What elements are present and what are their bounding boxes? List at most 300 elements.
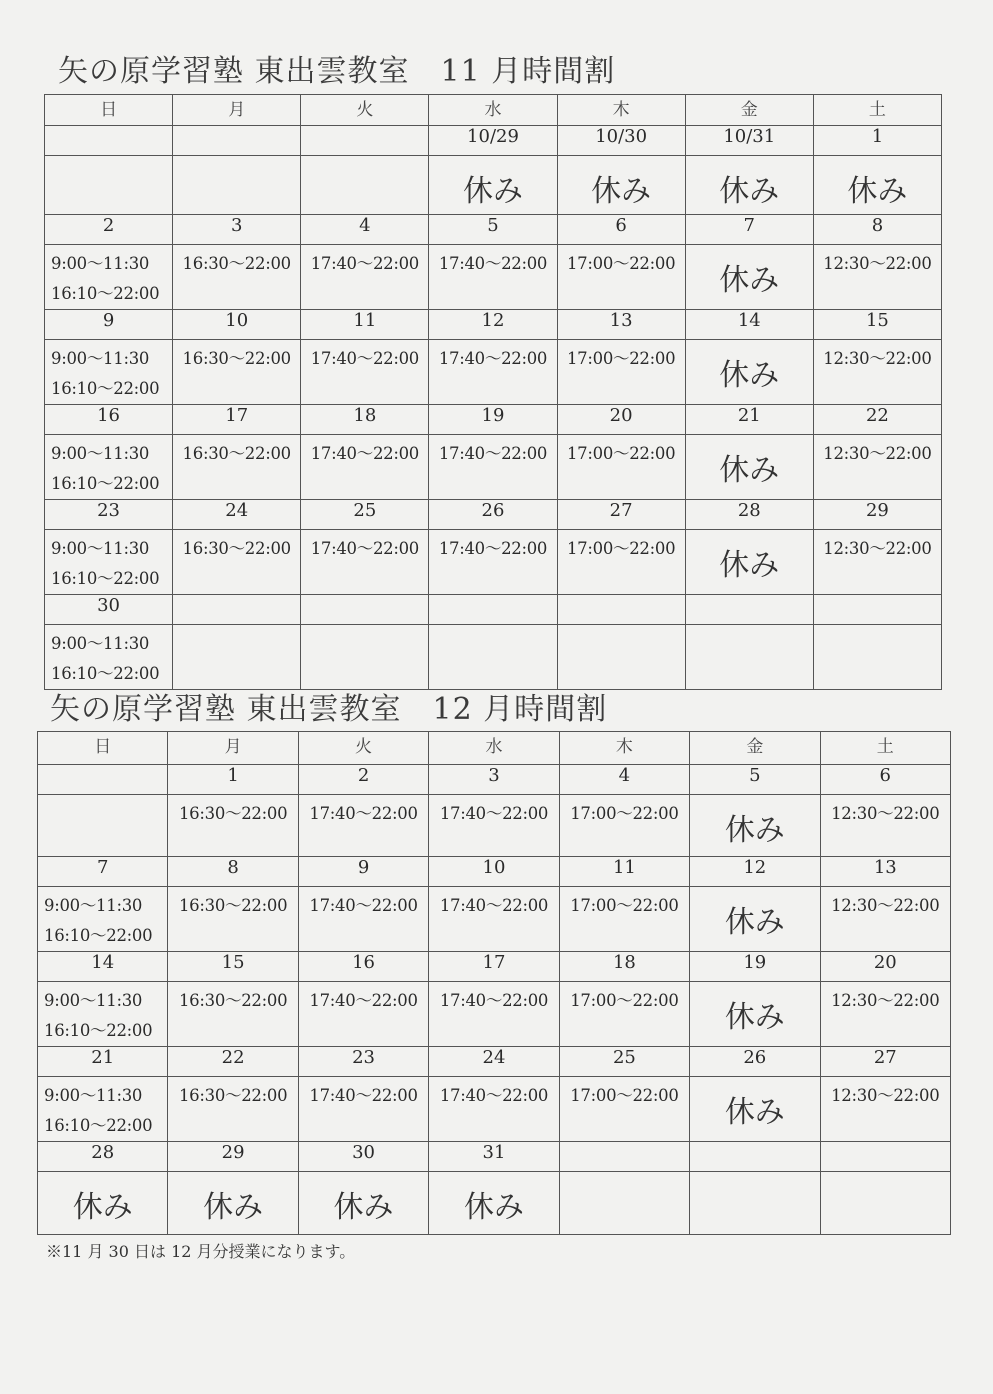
schedule-cell — [45, 530, 173, 595]
time-slots — [821, 887, 950, 921]
schedule-cell — [173, 530, 301, 595]
time-slot: 17:00～22:00 — [570, 991, 679, 1010]
date-number: 22 — [813, 405, 941, 435]
time-slots — [429, 887, 558, 921]
date-number: 10 — [173, 310, 301, 340]
time-slot: 12:30～22:00 — [831, 804, 940, 823]
weekday-header: 木 — [559, 732, 689, 765]
schedule-cell — [820, 1077, 950, 1142]
schedule-row — [45, 156, 942, 215]
time-slot: 9:00～11:30 — [51, 634, 150, 653]
date-number: 11 — [301, 310, 429, 340]
time-slot: 16:10～22:00 — [44, 1021, 153, 1040]
weekday-header: 水 — [429, 732, 559, 765]
closed-label: 休み — [724, 1000, 785, 1035]
schedule-cell — [38, 795, 168, 857]
time-slots — [301, 530, 428, 564]
date-row — [45, 405, 942, 435]
time-slots — [821, 795, 950, 829]
time-slot: 17:00～22:00 — [570, 896, 679, 915]
schedule-cell — [45, 340, 173, 405]
schedule-cell — [557, 530, 685, 595]
date-number: 2 — [45, 215, 173, 245]
date-number — [559, 1142, 689, 1172]
schedule-cell — [429, 795, 559, 857]
time-slot: 9:00～11:30 — [51, 254, 150, 273]
time-slot: 17:00～22:00 — [566, 254, 676, 273]
date-number: 18 — [301, 405, 429, 435]
december-timetable — [37, 731, 951, 1235]
time-slot: 17:40～22:00 — [438, 349, 548, 368]
date-number: 27 — [557, 500, 685, 530]
time-slot: 16:10～22:00 — [44, 926, 153, 945]
schedule-row — [45, 435, 942, 500]
time-slot: 12:30～22:00 — [823, 254, 932, 273]
schedule-row — [38, 795, 951, 857]
time-slot: 16:30～22:00 — [182, 349, 291, 368]
date-number — [685, 595, 813, 625]
date-number: 16 — [45, 405, 173, 435]
date-number: 14 — [685, 310, 813, 340]
date-number: 18 — [559, 952, 689, 982]
date-number: 29 — [168, 1142, 298, 1172]
schedule-cell — [685, 245, 813, 310]
schedule-cell — [173, 625, 301, 690]
date-number: 26 — [690, 1047, 820, 1077]
schedule-cell — [45, 156, 173, 215]
time-slot: 16:30～22:00 — [182, 254, 291, 273]
date-number: 3 — [173, 215, 301, 245]
time-slot: 16:10～22:00 — [51, 474, 160, 493]
date-number: 1 — [168, 765, 298, 795]
schedule-cell — [429, 1077, 559, 1142]
weekday-header: 金 — [690, 732, 820, 765]
december-title: 矢の原学習塾 東出雲教室 12 月時間割 — [50, 692, 608, 727]
closed-label: 休み — [847, 174, 908, 209]
time-slot: 16:30～22:00 — [178, 1086, 288, 1105]
schedule-cell — [298, 795, 428, 857]
time-slots — [173, 435, 300, 469]
schedule-cell — [559, 795, 689, 857]
schedule-cell — [813, 625, 941, 690]
schedule-cell — [820, 795, 950, 857]
time-slot: 16:10～22:00 — [44, 1116, 153, 1135]
date-number: 23 — [45, 500, 173, 530]
time-slot: 17:00～22:00 — [570, 1086, 679, 1105]
time-slot: 9:00～11:30 — [44, 1086, 143, 1105]
time-slot: 17:40～22:00 — [439, 896, 549, 915]
date-number — [173, 126, 301, 156]
time-slots — [299, 887, 428, 921]
date-number — [38, 765, 168, 795]
closed-label: 休み — [591, 174, 652, 209]
time-slots — [45, 530, 172, 594]
closed-label: 休み — [333, 1190, 394, 1225]
date-number: 17 — [173, 405, 301, 435]
schedule-cell — [45, 435, 173, 500]
time-slots — [429, 340, 556, 374]
time-slot: 16:10～22:00 — [51, 664, 160, 683]
schedule-cell — [690, 982, 820, 1047]
time-slots — [168, 887, 297, 921]
schedule-row — [45, 245, 942, 310]
time-slot: 16:30～22:00 — [178, 991, 288, 1010]
schedule-cell — [38, 887, 168, 952]
schedule-cell — [429, 625, 557, 690]
date-number: 3 — [429, 765, 559, 795]
date-number: 28 — [38, 1142, 168, 1172]
date-row — [45, 595, 942, 625]
date-number: 15 — [813, 310, 941, 340]
schedule-cell — [298, 982, 428, 1047]
footnote: ※11 月 30 日は 12 月分授業になります。 — [46, 1242, 356, 1261]
date-number: 17 — [429, 952, 559, 982]
time-slots — [560, 887, 689, 921]
schedule-cell — [685, 625, 813, 690]
date-number: 21 — [38, 1047, 168, 1077]
date-number: 12 — [690, 857, 820, 887]
date-number: 9 — [298, 857, 428, 887]
schedule-cell — [298, 1077, 428, 1142]
time-slots — [814, 530, 941, 564]
schedule-row — [45, 340, 942, 405]
time-slot: 17:40～22:00 — [310, 539, 419, 558]
date-row — [45, 310, 942, 340]
schedule-cell — [690, 795, 820, 857]
time-slots — [38, 887, 167, 951]
time-slot: 17:40～22:00 — [309, 896, 418, 915]
date-number: 14 — [38, 952, 168, 982]
time-slots — [558, 245, 685, 279]
schedule-cell — [38, 1172, 168, 1235]
time-slot: 16:10～22:00 — [51, 569, 160, 588]
schedule-cell — [168, 1172, 298, 1235]
weekday-header: 火 — [298, 732, 428, 765]
date-number: 10/31 — [685, 126, 813, 156]
time-slot: 17:40～22:00 — [438, 254, 548, 273]
closed-label: 休み — [72, 1190, 133, 1225]
schedule-row — [45, 625, 942, 690]
time-slots — [429, 1077, 558, 1111]
time-slot: 17:40～22:00 — [310, 444, 419, 463]
date-number: 25 — [559, 1047, 689, 1077]
date-number: 5 — [429, 215, 557, 245]
date-number: 10/30 — [557, 126, 685, 156]
schedule-cell — [559, 1172, 689, 1235]
weekday-header: 月 — [168, 732, 298, 765]
date-row — [38, 857, 951, 887]
time-slots — [429, 795, 558, 829]
weekday-header-row — [38, 732, 951, 765]
date-row — [38, 765, 951, 795]
date-number: 29 — [813, 500, 941, 530]
schedule-row — [38, 887, 951, 952]
date-number: 30 — [298, 1142, 428, 1172]
time-slots — [299, 795, 428, 829]
schedule-cell — [813, 530, 941, 595]
schedule-cell — [429, 887, 559, 952]
time-slots — [168, 1077, 297, 1111]
time-slots — [429, 982, 558, 1016]
schedule-cell — [820, 1172, 950, 1235]
schedule-cell — [820, 982, 950, 1047]
schedule-cell — [559, 1077, 689, 1142]
time-slot: 17:00～22:00 — [570, 804, 679, 823]
date-number: 31 — [429, 1142, 559, 1172]
date-number: 11 — [559, 857, 689, 887]
schedule-cell — [557, 245, 685, 310]
schedule-cell — [173, 156, 301, 215]
date-number: 6 — [820, 765, 950, 795]
date-number: 12 — [429, 310, 557, 340]
date-row — [45, 215, 942, 245]
schedule-cell — [685, 156, 813, 215]
time-slots — [299, 982, 428, 1016]
schedule-cell — [429, 982, 559, 1047]
schedule-cell — [301, 156, 429, 215]
time-slot: 17:40～22:00 — [438, 539, 548, 558]
date-number: 20 — [820, 952, 950, 982]
schedule-cell — [168, 1077, 298, 1142]
time-slots — [45, 245, 172, 309]
date-number: 23 — [298, 1047, 428, 1077]
date-number — [557, 595, 685, 625]
schedule-cell — [298, 1172, 428, 1235]
closed-label: 休み — [724, 1095, 785, 1130]
closed-label: 休み — [462, 174, 523, 209]
november-title: 矢の原学習塾 東出雲教室 11 月時間割 — [58, 54, 616, 89]
weekday-header: 土 — [820, 732, 950, 765]
date-number: 4 — [559, 765, 689, 795]
schedule-cell — [429, 340, 557, 405]
time-slot: 17:40～22:00 — [438, 444, 548, 463]
schedule-cell — [690, 887, 820, 952]
date-number — [301, 126, 429, 156]
weekday-header: 水 — [429, 95, 557, 126]
date-number: 25 — [301, 500, 429, 530]
time-slot: 12:30～22:00 — [823, 444, 932, 463]
date-number: 13 — [820, 857, 950, 887]
date-number: 30 — [45, 595, 173, 625]
time-slot: 16:30～22:00 — [182, 444, 291, 463]
weekday-header: 木 — [557, 95, 685, 126]
schedule-cell — [685, 340, 813, 405]
date-number: 8 — [168, 857, 298, 887]
time-slots — [299, 1077, 428, 1111]
time-slot: 12:30～22:00 — [823, 539, 932, 558]
closed-label: 休み — [724, 905, 785, 940]
closed-label: 休み — [463, 1190, 524, 1225]
time-slots — [560, 982, 689, 1016]
date-row — [45, 500, 942, 530]
time-slot: 17:40～22:00 — [309, 991, 418, 1010]
date-number: 15 — [168, 952, 298, 982]
time-slots — [168, 795, 297, 829]
closed-label: 休み — [719, 548, 780, 583]
schedule-cell — [38, 982, 168, 1047]
time-slot: 17:00～22:00 — [566, 539, 676, 558]
weekday-header: 日 — [45, 95, 173, 126]
schedule-cell — [557, 156, 685, 215]
schedule-cell — [301, 625, 429, 690]
time-slots — [38, 1077, 167, 1141]
schedule-cell — [168, 795, 298, 857]
date-number — [690, 1142, 820, 1172]
date-row — [38, 1047, 951, 1077]
time-slots — [558, 435, 685, 469]
time-slots — [301, 245, 428, 279]
time-slots — [38, 982, 167, 1046]
time-slots — [45, 435, 172, 499]
date-number — [301, 595, 429, 625]
schedule-cell — [559, 982, 689, 1047]
schedule-cell — [301, 435, 429, 500]
time-slots — [814, 245, 941, 279]
date-number: 1 — [813, 126, 941, 156]
time-slots — [814, 435, 941, 469]
date-row — [38, 952, 951, 982]
date-row — [38, 1142, 951, 1172]
time-slot: 16:10～22:00 — [51, 284, 160, 303]
schedule-cell — [685, 530, 813, 595]
closed-label: 休み — [719, 263, 780, 298]
date-number: 26 — [429, 500, 557, 530]
schedule-row — [45, 530, 942, 595]
weekday-header: 月 — [173, 95, 301, 126]
date-number: 19 — [429, 405, 557, 435]
schedule-cell — [429, 435, 557, 500]
closed-label: 休み — [719, 358, 780, 393]
schedule-cell — [301, 245, 429, 310]
time-slot: 17:40～22:00 — [310, 254, 419, 273]
schedule-cell — [38, 1077, 168, 1142]
closed-label: 休み — [203, 1190, 264, 1225]
november-timetable — [44, 94, 942, 690]
schedule-cell — [685, 435, 813, 500]
date-number: 20 — [557, 405, 685, 435]
date-number — [45, 126, 173, 156]
schedule-cell — [173, 245, 301, 310]
schedule-cell — [173, 435, 301, 500]
time-slot: 17:00～22:00 — [566, 349, 676, 368]
date-number: 10/29 — [429, 126, 557, 156]
date-number — [813, 595, 941, 625]
weekday-header: 日 — [38, 732, 168, 765]
time-slot: 17:40～22:00 — [439, 804, 549, 823]
time-slots — [173, 340, 300, 374]
date-number: 8 — [813, 215, 941, 245]
schedule-row — [38, 1077, 951, 1142]
time-slot: 16:30～22:00 — [182, 539, 291, 558]
date-number: 27 — [820, 1047, 950, 1077]
date-number: 7 — [38, 857, 168, 887]
schedule-cell — [298, 887, 428, 952]
time-slots — [173, 245, 300, 279]
time-slots — [821, 982, 950, 1016]
time-slot: 12:30～22:00 — [831, 1086, 940, 1105]
time-slot: 17:40～22:00 — [439, 1086, 549, 1105]
weekday-header: 土 — [813, 95, 941, 126]
time-slot: 9:00～11:30 — [51, 539, 150, 558]
time-slot: 17:40～22:00 — [439, 991, 549, 1010]
schedule-cell — [168, 982, 298, 1047]
date-number: 19 — [690, 952, 820, 982]
schedule-row — [38, 982, 951, 1047]
time-slots — [821, 1077, 950, 1111]
date-number: 5 — [690, 765, 820, 795]
time-slot: 16:30～22:00 — [178, 804, 288, 823]
date-number: 10 — [429, 857, 559, 887]
date-number: 28 — [685, 500, 813, 530]
schedule-cell — [690, 1172, 820, 1235]
time-slot: 12:30～22:00 — [831, 896, 940, 915]
time-slot: 9:00～11:30 — [44, 991, 143, 1010]
time-slot: 9:00～11:30 — [51, 349, 150, 368]
date-number — [173, 595, 301, 625]
schedule-cell — [429, 1172, 559, 1235]
time-slots — [173, 530, 300, 564]
time-slot: 12:30～22:00 — [823, 349, 932, 368]
weekday-header: 金 — [685, 95, 813, 126]
schedule-cell — [173, 340, 301, 405]
schedule-cell — [813, 435, 941, 500]
date-number: 22 — [168, 1047, 298, 1077]
date-row — [45, 126, 942, 156]
time-slots — [429, 530, 556, 564]
time-slot: 9:00～11:30 — [44, 896, 143, 915]
time-slots — [168, 982, 297, 1016]
schedule-cell — [429, 156, 557, 215]
time-slot: 17:40～22:00 — [310, 349, 419, 368]
date-number: 2 — [298, 765, 428, 795]
weekday-header-row — [45, 95, 942, 126]
time-slot: 16:10～22:00 — [51, 379, 160, 398]
date-number: 6 — [557, 215, 685, 245]
schedule-row — [38, 1172, 951, 1235]
time-slot: 17:40～22:00 — [309, 804, 418, 823]
time-slots — [560, 1077, 689, 1111]
time-slots — [301, 435, 428, 469]
date-number: 24 — [173, 500, 301, 530]
time-slots — [45, 625, 172, 689]
schedule-cell — [429, 530, 557, 595]
date-number — [820, 1142, 950, 1172]
date-number: 13 — [557, 310, 685, 340]
time-slots — [429, 435, 556, 469]
closed-label: 休み — [724, 813, 785, 848]
time-slot: 17:00～22:00 — [566, 444, 676, 463]
schedule-cell — [557, 435, 685, 500]
time-slot: 12:30～22:00 — [831, 991, 940, 1010]
schedule-cell — [301, 530, 429, 595]
time-slot: 16:30～22:00 — [178, 896, 288, 915]
time-slot: 17:40～22:00 — [309, 1086, 418, 1105]
date-number: 21 — [685, 405, 813, 435]
time-slots — [814, 340, 941, 374]
weekday-header: 火 — [301, 95, 429, 126]
schedule-cell — [429, 245, 557, 310]
schedule-cell — [820, 887, 950, 952]
schedule-cell — [813, 156, 941, 215]
date-number — [429, 595, 557, 625]
time-slots — [558, 530, 685, 564]
schedule-cell — [813, 340, 941, 405]
date-number: 16 — [298, 952, 428, 982]
time-slots — [560, 795, 689, 829]
schedule-cell — [690, 1077, 820, 1142]
schedule-cell — [45, 245, 173, 310]
schedule-cell — [168, 887, 298, 952]
